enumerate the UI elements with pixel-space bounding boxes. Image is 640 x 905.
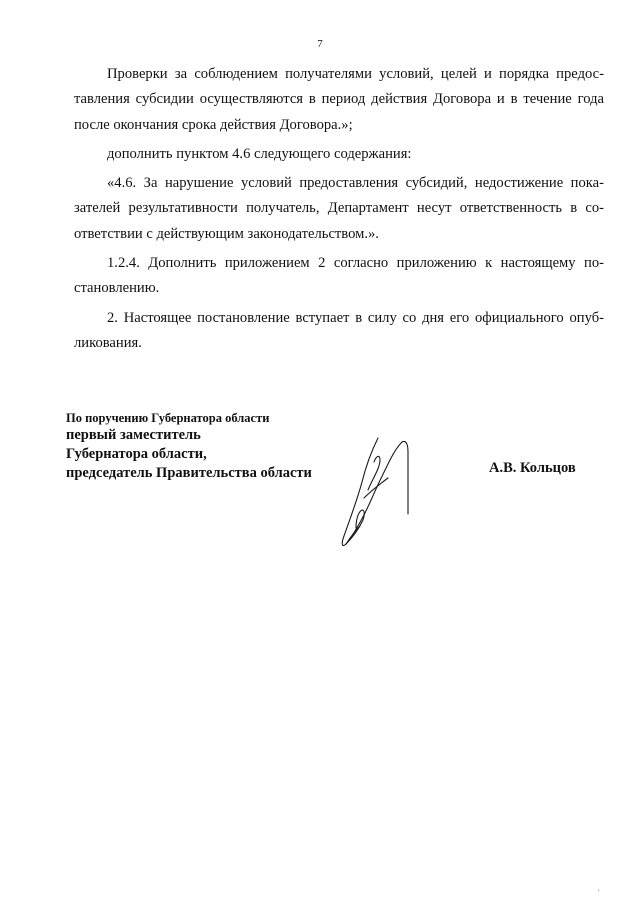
text-line: Проверки за соблюдением получателями условий, целей и порядка предос- [107, 66, 604, 82]
signatory-name: А.В. Кольцов [489, 460, 576, 476]
text-line: тавления субсидии осуществляются в период действия Договора и в течение года [74, 91, 604, 108]
paragraph-clause-4-6 [74, 171, 604, 247]
text-line: 1.2.4. Дополнить приложением 2 согласно приложению к настоящему по- [107, 255, 604, 272]
paragraph-add-clause [74, 142, 604, 167]
paragraph-appendix [74, 251, 604, 302]
text-line: ответствии с действующим законодательством.». [74, 225, 379, 242]
text-line: ликования. [74, 334, 142, 351]
text-line: становлению. [74, 280, 160, 297]
text-line: 2. Настоящее постановление вступает в силу со дня его официального опуб- [107, 309, 604, 326]
signatory-authority: По поручению Губернатора области [66, 411, 270, 425]
signatory-title-line1: первый заместитель [66, 427, 201, 443]
scan-mark: ' [598, 888, 600, 897]
page-number: 7 [317, 38, 323, 50]
text-line: «4.6. За нарушение условий предоставления субсидий, недостижение пока- [107, 175, 604, 192]
handwritten-signature [332, 432, 442, 552]
paragraph-entry-into-force [74, 306, 604, 357]
signatory-title-line3: председатель Правительства области [66, 465, 312, 481]
text-line: дополнить пунктом 4.6 следующего содержания: [107, 145, 412, 162]
signatory-title-line2: Губернатора области, [66, 446, 207, 462]
document-body [74, 62, 604, 356]
text-line: зателей результативности получатель, Департамент несут ответственность в со- [74, 200, 604, 217]
text-line: после окончания срока действия Договора.»; [74, 116, 353, 133]
paragraph-inspections [74, 62, 604, 138]
